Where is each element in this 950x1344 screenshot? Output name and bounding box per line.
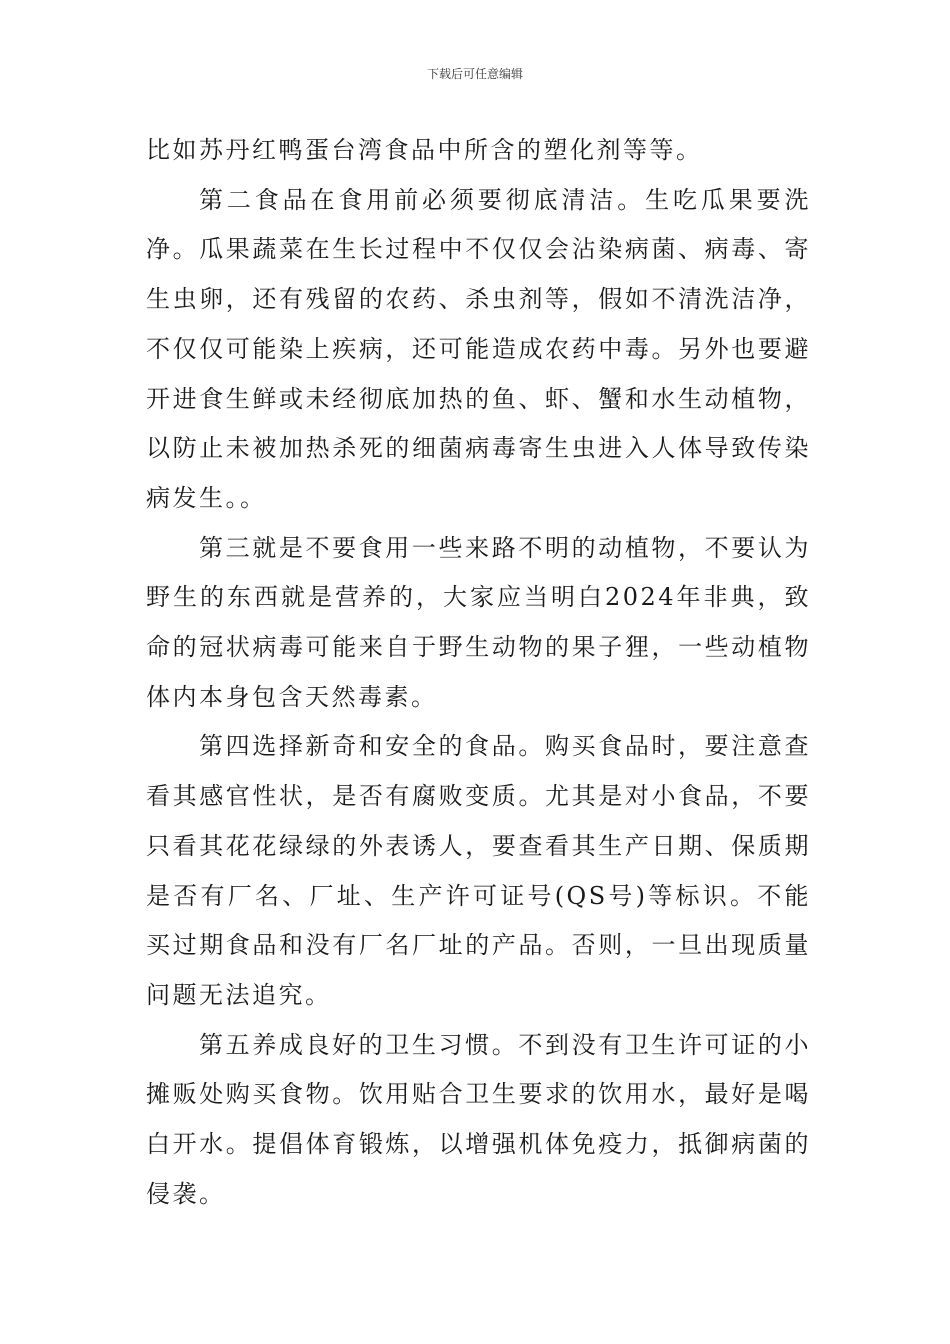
document-body: [146, 126, 811, 1219]
paragraph-4: 第四选择新奇和安全的食品。购买食品时，要注意查看其感官性状，是否有腐败变质。尤其是对小食品，不要只看其花花绿绿的外表诱人，要查看其生产日期、保质期是否有厂名、厂址、生产许可证号(QS号)等标识。不能买过期食品和没有厂名厂址的产品。否则，一旦出现质量问题无法追究。: [146, 732, 811, 1009]
paragraph-3: 第三就是不要食用一些来路不明的动植物，不要认为野生的东西就是营养的，大家应当明白2024年非典，致命的冠状病毒可能来自于野生动物的果子狸，一些动植物体内本身包含天然毒素。: [146, 533, 811, 711]
paragraph-1: 比如苏丹红鸭蛋台湾食品中所含的塑化剂等等。: [146, 136, 703, 164]
page-header: 下载后可任意编辑: [426, 67, 523, 81]
paragraph-2: 第二食品在食用前必须要彻底清洁。生吃瓜果要洗净。瓜果蔬菜在生长过程中不仅仅会沾染病菌、病毒、寄生虫卵，还有残留的农药、杀虫剂等，假如不清洗洁净，不仅仅可能染上疾病，还可能造成农药中毒。另外也要避开进食生鲜或未经彻底加热的鱼、虾、蟹和水生动植物，以防止未被加热杀死的细菌病毒寄生虫进入人体导致传染病发生。。: [146, 185, 811, 512]
paragraph-5: 第五养成良好的卫生习惯。不到没有卫生许可证的小摊贩处购买食物。饮用贴合卫生要求的饮用水，最好是喝白开水。提倡体育锻炼，以增强机体免疫力，抵御病菌的侵袭。: [146, 1030, 811, 1208]
